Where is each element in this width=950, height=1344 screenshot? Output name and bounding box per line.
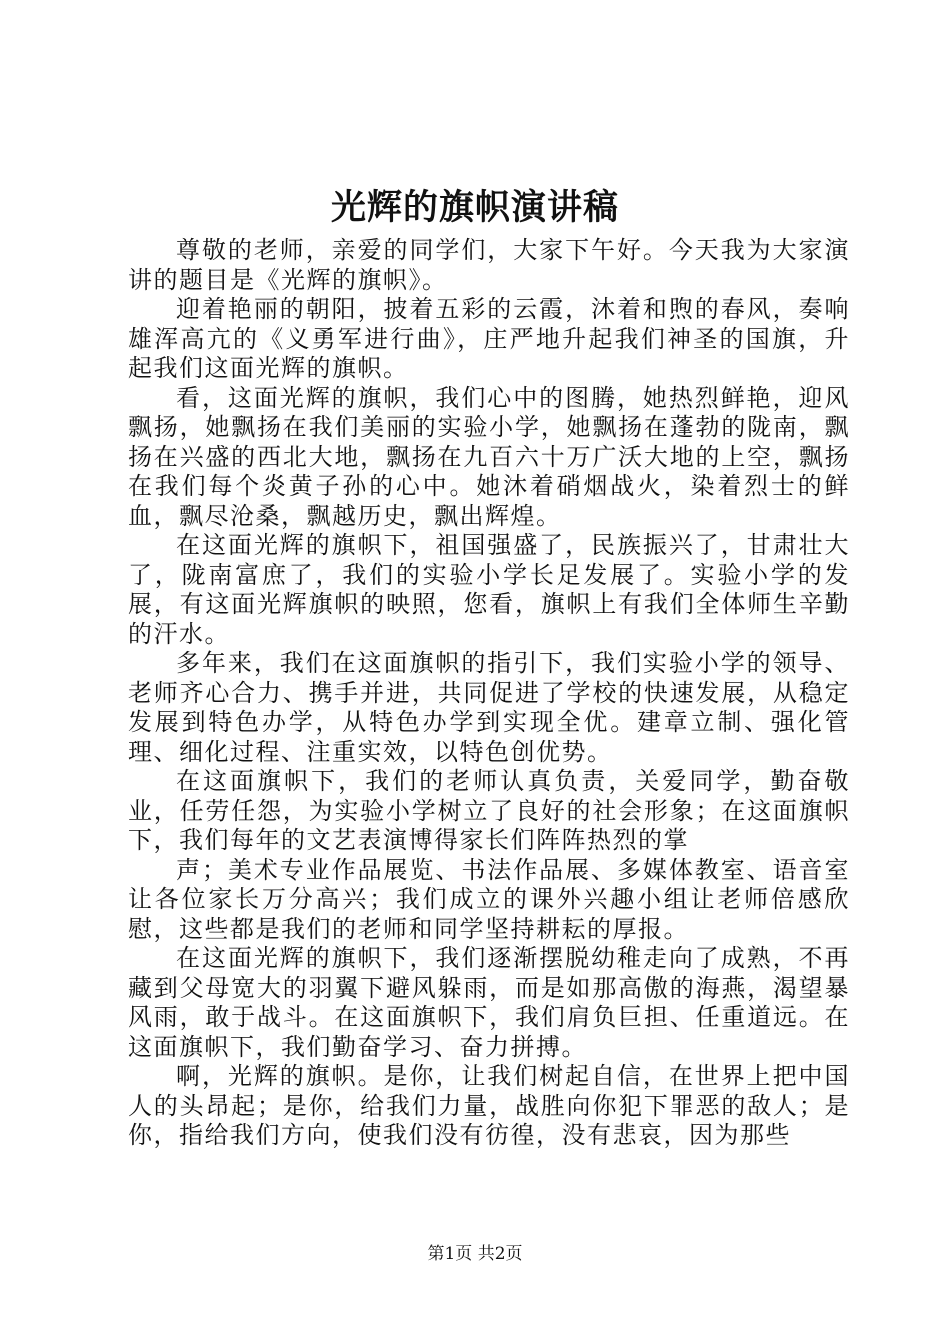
paragraph-8: 在这面光辉的旗帜下，我们逐渐摆脱幼稚走向了成熟，不再藏到父母宽大的羽翼下避风躲雨，而是如那高傲的海燕，渴望暴风雨，敢于战斗。在这面旗帜下，我们肩负巨担、任重道远。在这面旗帜下，我们勤奋学习、奋力拼搏。 xyxy=(128,944,850,1061)
paragraph-6: 在这面旗帜下，我们的老师认真负责，关爱同学，勤奋敬业，任劳任怨，为实验小学树立了良好的社会形象；在这面旗帜下，我们每年的文艺表演博得家长们阵阵热烈的掌 xyxy=(128,767,850,854)
paragraph-5: 多年来，我们在这面旗帜的指引下，我们实验小学的领导、老师齐心合力、携手并进，共同促进了学校的快速发展，从稳定发展到特色办学，从特色办学到实现全优。建章立制、强化管理、细化过程、注重实效，以特色创优势。 xyxy=(128,649,850,766)
paragraph-3: 看，这面光辉的旗帜，我们心中的图腾，她热烈鲜艳，迎风飘扬，她飘扬在我们美丽的实验小学，她飘扬在蓬勃的陇南，飘扬在兴盛的西北大地，飘扬在九百六十万广沃大地的上空，飘扬在我们每个炎黄子孙的心中。她沐着硝烟战火，染着烈士的鲜血，飘尽沧桑，飘越历史，飘出辉煌。 xyxy=(128,383,850,530)
paragraph-1: 尊敬的老师，亲爱的同学们，大家下午好。今天我为大家演讲的题目是《光辉的旗帜》。 xyxy=(128,236,850,294)
paragraph-2: 迎着艳丽的朝阳，披着五彩的云霞，沐着和煦的春风，奏响雄浑高亢的《义勇军进行曲》，庄严地升起我们神圣的国旗，升起我们这面光辉的旗帜。 xyxy=(128,295,850,382)
document-body xyxy=(128,236,850,1151)
paragraph-7: 声；美术专业作品展览、书法作品展、多媒体教室、语音室让各位家长万分高兴；我们成立的课外兴趣小组让老师倍感欣慰，这些都是我们的老师和同学坚持耕耘的厚报。 xyxy=(128,855,850,943)
paragraph-9: 啊，光辉的旗帜。是你，让我们树起自信，在世界上把中国人的头昂起；是你，给我们力量，战胜向你犯下罪恶的敌人；是你，指给我们方向，使我们没有彷徨，没有悲哀，因为那些 xyxy=(128,1062,850,1149)
paragraph-4: 在这面光辉的旗帜下，祖国强盛了，民族振兴了，甘肃壮大了，陇南富庶了，我们的实验小学长足发展了。实验小学的发展，有这面光辉旗帜的映照，您看，旗帜上有我们全体师生辛勤的汗水。 xyxy=(128,531,850,648)
document-title: 光辉的旗帜演讲稿 xyxy=(330,187,619,228)
page-number-footer: 第1页 共2页 xyxy=(427,1244,523,1264)
